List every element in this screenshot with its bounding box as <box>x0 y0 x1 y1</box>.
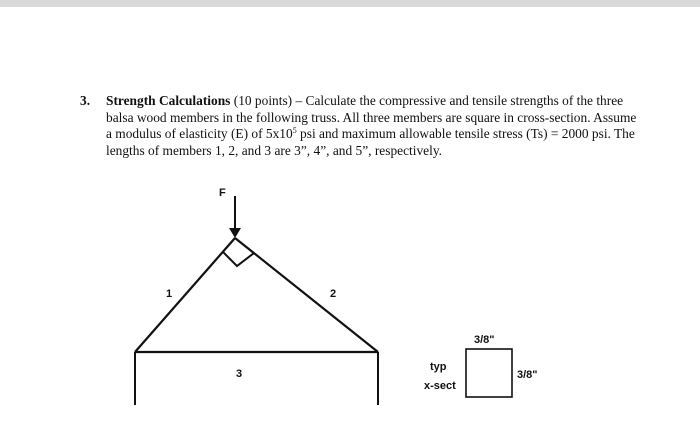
force-label: F <box>219 187 226 199</box>
member-1-label: 1 <box>166 288 173 300</box>
force-arrow-head <box>229 228 241 238</box>
side-dimension-label: 3/8" <box>517 369 538 381</box>
problem-sentence-1: – Calculate the compressive and tensile strengths of the three balsa wood members in the following truss. All three members are square in cross-section. <box>106 93 624 125</box>
member-2-line <box>235 238 378 352</box>
problem-sentence-2a: Assume a modulus of elasticity (E) of 5x10 <box>106 109 637 142</box>
problem-sentence-3: The lengths of members 1, 2, and 3 are 3”, 4”, and 5”, respectively. <box>106 126 635 158</box>
xsect-label: x-sect <box>424 380 456 392</box>
typ-label: typ <box>430 361 447 373</box>
problem-number: 3. <box>80 93 91 108</box>
problem-points: (10 points) <box>233 93 293 108</box>
right-angle-marker <box>223 252 254 266</box>
member-2-label: 2 <box>330 288 337 300</box>
top-dimension-label: 3/8" <box>474 334 495 346</box>
member-3-label: 3 <box>236 368 243 380</box>
problem-sentence-2b: psi and maximum allowable tensile stress (Ts) = 2000 psi. <box>300 126 611 142</box>
cross-section-square <box>466 349 512 397</box>
problem-heading: Strength Calculations <box>106 93 231 108</box>
member-1-line <box>135 238 235 352</box>
exponent: 5 <box>292 126 297 136</box>
